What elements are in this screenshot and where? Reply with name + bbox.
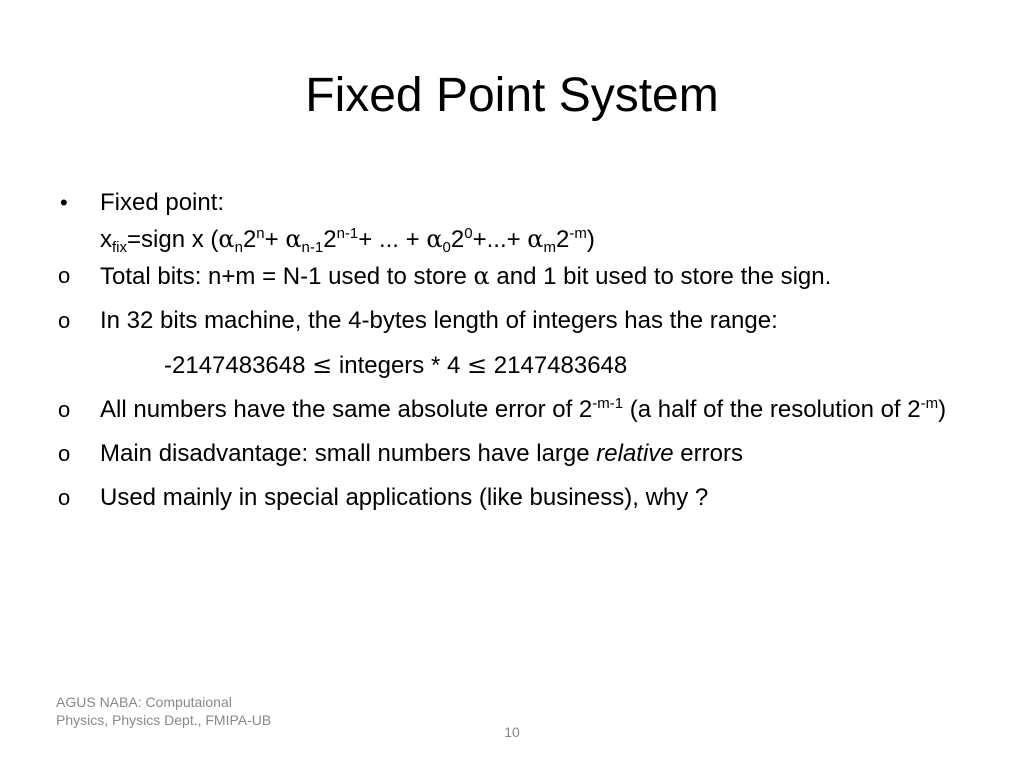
alpha-symbol: α xyxy=(285,225,302,253)
resolution-exp: -m xyxy=(920,395,939,412)
exp-n-1: n-1 xyxy=(336,225,359,242)
alpha-sub-m: m xyxy=(543,239,557,256)
alpha-sub-0: 0 xyxy=(442,239,451,256)
bullet-range-intro xyxy=(56,303,956,339)
abs-error-end: ) xyxy=(938,396,947,423)
alpha-sub-n: n xyxy=(234,239,243,256)
slide-title: Fixed Point System xyxy=(305,69,719,122)
disadvantage-italic: relative xyxy=(596,440,674,467)
exp-minus-m: -m xyxy=(569,225,587,242)
exp-0: 0 xyxy=(464,225,473,242)
bullet-marker: • xyxy=(60,190,68,215)
range-high: 2147483648 xyxy=(487,352,628,379)
ellipsis-sum: + ... + xyxy=(358,226,427,253)
formula-eq: =sign x ( xyxy=(127,226,219,253)
two-base: 2 xyxy=(556,226,570,253)
two-base: 2 xyxy=(242,226,257,253)
bullet-text: Fixed point: xyxy=(100,189,225,216)
total-bits-before: Total bits: n+m = N-1 used to store xyxy=(100,263,474,290)
page-number: 10 xyxy=(504,724,520,740)
footer-author: AGUS NABA: Computaional Physics, Physics Dept., FMIPA-UB xyxy=(56,694,272,728)
plus-sign: + xyxy=(264,226,286,253)
bullet-fixed-point xyxy=(56,185,956,221)
alpha-symbol: α xyxy=(218,225,235,253)
range-low: -2147483648 xyxy=(164,352,313,379)
bullet-usage xyxy=(56,480,956,516)
bullet-disadvantage xyxy=(56,436,956,472)
ellipsis-sum-2: +...+ xyxy=(472,226,528,253)
abs-error-middle: (a half of the resolution of 2 xyxy=(623,396,921,423)
circle-marker: o xyxy=(58,263,71,288)
le-symbol: ≤ xyxy=(312,351,333,379)
bullet-total-bits xyxy=(56,258,956,295)
alpha-symbol: α xyxy=(426,225,443,253)
formula-line xyxy=(56,221,956,258)
formula-x: x xyxy=(100,226,112,253)
slide-content xyxy=(56,185,956,516)
bullet-abs-error xyxy=(56,392,956,428)
formula-close: ) xyxy=(586,226,595,253)
le-symbol: ≤ xyxy=(467,351,488,379)
two-base: 2 xyxy=(323,226,337,253)
range-intro-text: In 32 bits machine, the 4-bytes length of integers has the range: xyxy=(100,307,778,334)
alpha-sub-n-1: n-1 xyxy=(301,239,324,256)
disadvantage-before: Main disadvantage: small numbers have large xyxy=(100,440,597,467)
abs-error-before: All numbers have the same absolute error of 2 xyxy=(100,396,593,423)
alpha-symbol: α xyxy=(473,262,490,290)
range-line xyxy=(56,347,956,384)
formula-x-sub: fix xyxy=(112,239,127,256)
disadvantage-after: errors xyxy=(673,440,743,467)
abs-error-exp: -m-1 xyxy=(592,395,624,412)
two-base: 2 xyxy=(450,226,465,253)
circle-marker: o xyxy=(58,441,71,466)
circle-marker: o xyxy=(58,485,71,510)
total-bits-after: and 1 bit used to store the sign. xyxy=(489,263,832,290)
exp-n: n xyxy=(256,225,265,242)
circle-marker: o xyxy=(58,397,71,422)
range-mid: integers * 4 xyxy=(332,352,467,379)
circle-marker: o xyxy=(58,308,71,333)
alpha-symbol: α xyxy=(527,225,544,253)
usage-text: Used mainly in special applications (like business), why ? xyxy=(100,484,709,511)
